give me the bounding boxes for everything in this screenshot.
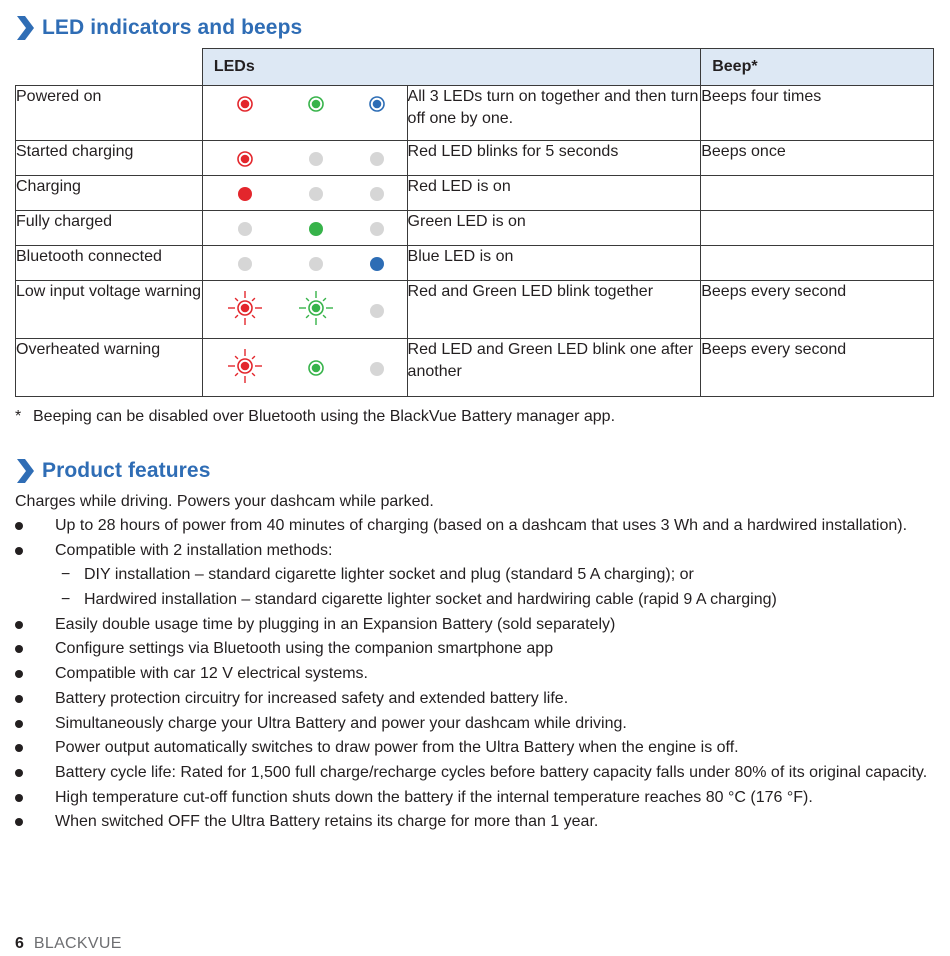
led-description: Red and Green LED blink together	[407, 281, 701, 339]
feature-text: Battery cycle life: Rated for 1,500 full charge/recharge cycles before battery capacity falls under 80% of its original capacity.	[55, 763, 928, 781]
beep-description	[701, 246, 934, 281]
beep-description	[701, 176, 934, 211]
table-row	[16, 211, 934, 246]
section-title: Product features	[42, 459, 211, 482]
led-blue-lit-icon	[357, 84, 397, 124]
table-row	[16, 246, 934, 281]
feature-item	[15, 713, 927, 738]
led-off-icon	[225, 244, 265, 284]
chevron-right-icon	[15, 15, 35, 41]
bullet-icon	[15, 645, 23, 653]
feature-item	[15, 638, 927, 663]
feature-text: DIY installation – standard cigarette lighter socket and plug (standard 5 A charging); or	[84, 566, 694, 584]
led-red-lit-icon	[225, 139, 265, 179]
beep-description: Beeps every second	[701, 281, 934, 339]
led-red-lit-icon	[225, 84, 265, 124]
led-state-label: Low input voltage warning	[16, 281, 203, 339]
footnote-star: *	[15, 408, 22, 425]
header-blank-cell	[16, 49, 203, 86]
feature-text: Easily double usage time by plugging in an Expansion Battery (sold separately)	[55, 615, 616, 633]
feature-item	[15, 540, 927, 565]
dash-marker: −	[61, 566, 71, 584]
led-state-label: Bluetooth connected	[16, 246, 203, 281]
led-state-label: Powered on	[16, 86, 203, 141]
feature-text: Power output automatically switches to draw power from the Ultra Battery when the engine is off.	[55, 739, 739, 757]
table-header-row	[16, 49, 934, 86]
table-footnote	[15, 406, 615, 428]
led-off-icon	[357, 174, 397, 214]
feature-item	[15, 688, 927, 713]
footnote-text: Beeping can be disabled over Bluetooth using the BlackVue Battery manager app.	[33, 408, 616, 425]
led-green-on-icon	[296, 209, 336, 249]
led-pattern-cell	[202, 339, 407, 397]
brand-name: BLACKVUE	[33, 935, 122, 952]
feature-text: High temperature cut-off function shuts down the battery if the internal temperature reaches 80 °C (176 °F).	[55, 788, 813, 806]
beep-description: Beeps every second	[701, 339, 934, 397]
led-off-icon	[357, 349, 397, 389]
led-state-label: Overheated warning	[16, 339, 203, 397]
section-title: LED indicators and beeps	[42, 16, 303, 39]
led-off-icon	[225, 209, 265, 249]
bullet-icon	[15, 621, 23, 629]
led-red-blinking-icon	[225, 288, 265, 328]
bullet-icon	[15, 670, 23, 678]
led-green-lit-icon	[296, 84, 336, 124]
feature-item	[15, 762, 927, 787]
feature-text: Up to 28 hours of power from 40 minutes of charging (based on a dashcam that uses 3 Wh and a hardwired installation).	[55, 517, 908, 534]
beep-description: Beeps once	[701, 141, 934, 176]
beep-description: Beeps four times	[701, 86, 934, 141]
feature-text: Simultaneously charge your Ultra Battery and power your dashcam while driving.	[55, 714, 627, 732]
led-off-icon	[296, 174, 336, 214]
led-description: Red LED is on	[407, 176, 701, 211]
bullet-icon	[15, 744, 23, 752]
feature-text: Compatible with 2 installation methods:	[55, 541, 333, 559]
table-row	[16, 339, 934, 397]
header-leds: LEDs	[202, 49, 700, 86]
led-state-label: Fully charged	[16, 211, 203, 246]
feature-text: Compatible with car 12 V electrical systems.	[55, 665, 368, 683]
led-red-on-icon	[225, 174, 265, 214]
led-pattern-cell	[202, 141, 407, 176]
bullet-icon	[15, 769, 23, 777]
section-heading-features	[15, 457, 210, 485]
led-red-blinking-icon	[225, 346, 265, 386]
led-off-icon	[296, 139, 336, 179]
table-row	[16, 176, 934, 211]
led-pattern-cell	[202, 176, 407, 211]
page-footer	[15, 934, 122, 954]
bullet-icon	[15, 720, 23, 728]
feature-item	[15, 614, 927, 639]
feature-text: When switched OFF the Ultra Battery retains its charge for more than 1 year.	[55, 813, 599, 831]
led-state-label: Started charging	[16, 141, 203, 176]
bullet-icon	[15, 547, 23, 555]
led-pattern-cell	[202, 246, 407, 281]
bullet-icon	[15, 522, 23, 530]
led-green-blinking-icon	[296, 288, 336, 328]
table-row	[16, 141, 934, 176]
led-indicator-table	[15, 48, 934, 397]
dash-marker: −	[61, 591, 71, 609]
led-off-icon	[357, 291, 397, 331]
chevron-right-icon	[15, 458, 35, 484]
led-description: Blue LED is on	[407, 246, 701, 281]
led-off-icon	[296, 244, 336, 284]
led-green-lit-icon	[296, 348, 336, 388]
features-intro: Charges while driving. Powers your dashcam while parked.	[15, 493, 434, 510]
led-pattern-cell	[202, 281, 407, 339]
led-blue-on-icon	[357, 244, 397, 284]
led-pattern-cell	[202, 86, 407, 141]
bullet-icon	[15, 794, 23, 802]
led-state-label: Charging	[16, 176, 203, 211]
table-row	[16, 281, 934, 339]
feature-list	[15, 515, 927, 836]
section-heading-led	[15, 14, 302, 42]
feature-text: Hardwired installation – standard cigarette lighter socket and hardwiring cable (rapid 9 A charging)	[84, 591, 777, 609]
table-row	[16, 86, 934, 141]
feature-item	[15, 787, 927, 812]
led-description: Green LED is on	[407, 211, 701, 246]
bullet-icon	[15, 818, 23, 826]
feature-item	[15, 663, 927, 688]
feature-item	[15, 737, 927, 762]
feature-sub-item	[15, 589, 927, 614]
feature-item	[15, 515, 927, 540]
led-pattern-cell	[202, 211, 407, 246]
beep-description	[701, 211, 934, 246]
led-off-icon	[357, 139, 397, 179]
header-beep: Beep*	[701, 49, 934, 86]
led-description: Red LED and Green LED blink one after another	[407, 339, 701, 397]
led-off-icon	[357, 209, 397, 249]
page-number: 6	[15, 935, 24, 952]
bullet-icon	[15, 695, 23, 703]
led-description: Red LED blinks for 5 seconds	[407, 141, 701, 176]
feature-sub-item	[15, 564, 927, 589]
feature-item	[15, 811, 927, 836]
led-description: All 3 LEDs turn on together and then turn off one by one.	[407, 86, 701, 141]
feature-text: Battery protection circuitry for increased safety and extended battery life.	[55, 689, 569, 707]
feature-text: Configure settings via Bluetooth using the companion smartphone app	[55, 640, 554, 658]
